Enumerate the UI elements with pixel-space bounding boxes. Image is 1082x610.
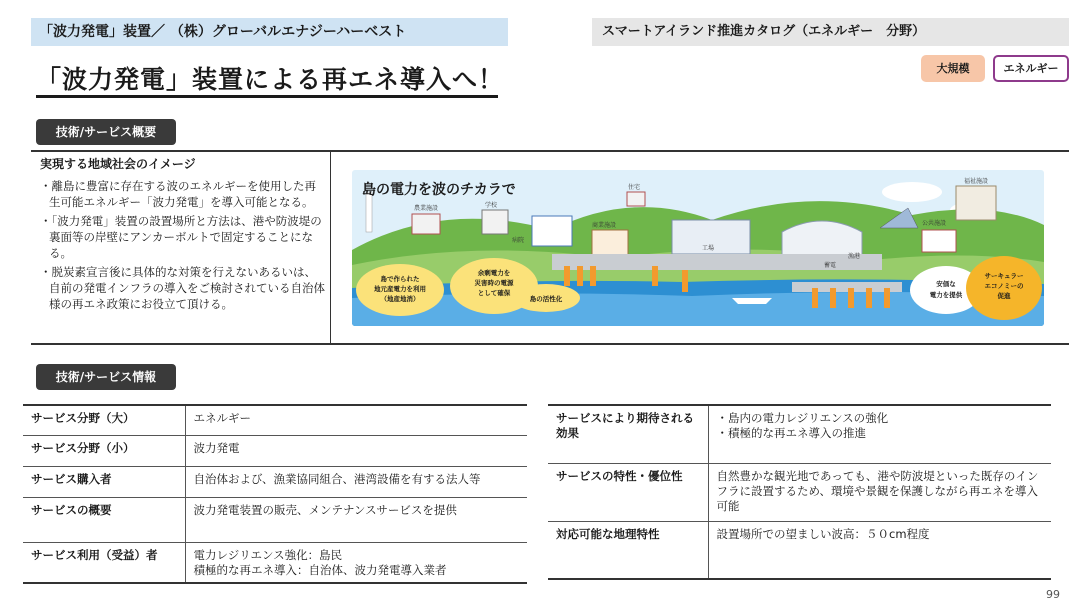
label-agri: 農業施設 [414, 205, 439, 212]
overview-section-label: 技術/サービス概要 [36, 119, 176, 145]
table-key: サービス分野（小） [23, 435, 185, 466]
overview-divider [330, 151, 331, 344]
bubble-local-power-text-3: （地産地消） [380, 295, 420, 303]
bubble-circular-text-2: エコノミーの [984, 282, 1024, 290]
label-school: 学校 [485, 202, 498, 209]
scale-tag: 大規模 [921, 55, 985, 82]
label-hospital: 病院 [512, 237, 525, 244]
hospital-building-icon [532, 216, 572, 246]
bubble-local-power-text-1: 島で作られた [380, 275, 420, 283]
island-illustration [352, 170, 1044, 326]
table-value: エネルギー [193, 411, 251, 425]
overview-bullet: ・脱炭素宣言後に具体的な対策を行えないあるいは、自前の発電インフラの導入をご検討されている自治体様の再エネ政策にお役立て頂ける。 [40, 265, 325, 311]
value-line: ・積極的な再エネ導入の推進 [716, 426, 866, 440]
bubble-cheap-text-1: 安価な [936, 280, 956, 288]
boat-icon [732, 298, 772, 304]
table-row [23, 542, 527, 583]
info-section-label: 技術/サービス情報 [36, 364, 176, 390]
bubble-cheap-text-2: 電力を提供 [929, 291, 963, 299]
table-value: 自治体および、漁業協同組合、港湾設備を有する法人等 [193, 471, 481, 486]
bubble-disaster-text-2: 災害時の電源 [474, 279, 514, 287]
overview-bullet-list [40, 178, 326, 315]
overview-bullet: ・「波力発電」装置の設置場所と方法は、港や防波堤の裏面等の岸壁にアンカーボルトで固定することになる。 [40, 214, 322, 260]
house-icon [627, 192, 645, 206]
table-row [548, 405, 1051, 463]
catalog-header: スマートアイランド推進カタログ（エネルギー 分野） [592, 18, 1069, 46]
label-port: 漁港 [848, 253, 861, 260]
overview-top-rule [31, 150, 1069, 152]
label-commercial: 商業施設 [592, 222, 617, 229]
value-line: 電力レジリエンス強化：島民 [193, 547, 343, 562]
table-key: サービスにより期待される効果 [548, 405, 708, 463]
overview-bullet: ・離島に豊富に存在する波のエネルギーを使用した再生可能エネルギー「波力発電」を導入可能となる。 [40, 179, 316, 209]
table-key: サービス利用（受益）者 [23, 542, 185, 583]
table-value: 自然豊かな観光地であっても、港や防波堤といった既存のインフラに設置するため、環境や景観を保護しながら再エネを導入可能 [716, 468, 1039, 513]
table-row [23, 405, 527, 435]
service-info-table-left [23, 404, 527, 584]
page-title: 「波力発電」装置による再エネ導入へ！ [36, 65, 505, 94]
bubble-disaster-text-1: 余剰電力を [477, 269, 511, 277]
table-key: サービスの特性・優位性 [548, 463, 708, 521]
category-tag: エネルギー [993, 55, 1069, 82]
table-value: 波力発電装置の販売、メンテナンスサービスを提供 [193, 502, 457, 517]
label-storage: 蓄電 [824, 262, 837, 269]
bubble-disaster-text-3: として確保 [477, 289, 511, 297]
table-row [548, 463, 1051, 521]
public-facility-icon [956, 186, 996, 220]
overview-bottom-rule [31, 343, 1069, 345]
bubble-revitalize-text: 島の活性化 [529, 295, 563, 303]
bubble-circular-text-3: 促進 [997, 292, 1011, 300]
page-number: 99 [1046, 588, 1060, 601]
table-value: 設置場所での望ましい波高：５０cm程度 [716, 526, 930, 541]
table-value: 波力発電 [193, 440, 240, 455]
bubble-circular-text-1: サーキュラー [984, 272, 1024, 280]
welfare-building-icon [922, 230, 956, 252]
service-info-table-right [548, 404, 1051, 580]
table-row [23, 466, 527, 497]
overview-heading: 実現する地域社会のイメージ [40, 157, 196, 171]
company-header: 「波力発電」装置／ （株）グローバルエナジーハーベスト [31, 18, 508, 46]
table-value [708, 405, 1051, 463]
table-row [548, 521, 1051, 579]
table-key: サービスの概要 [23, 497, 185, 542]
agri-building-icon [412, 214, 440, 234]
lighthouse-icon [366, 192, 372, 232]
bubble-local-power-text-2: 地元産電力を利用 [374, 285, 426, 293]
title-underline [36, 95, 498, 98]
table-value [185, 542, 527, 583]
value-line: ・島内の電力レジリエンスの強化 [716, 411, 889, 425]
table-key: サービス分野（大） [23, 405, 185, 435]
table-key: 対応可能な地理特性 [548, 521, 708, 579]
label-factory: 工場 [702, 245, 715, 252]
value-line: 積極的な再エネ導入：自治体、波力発電導入業者 [193, 562, 447, 577]
label-public: 公共施設 [922, 220, 947, 227]
illustration-title: 島の電力を波のチカラで [362, 182, 516, 198]
table-key: サービス購入者 [23, 466, 185, 497]
label-welfare: 福祉施設 [964, 178, 989, 185]
table-row [23, 435, 527, 466]
island-illustration-svg [352, 170, 1044, 326]
table-row [23, 497, 527, 542]
cloud-shape [882, 182, 942, 202]
label-house: 住宅 [628, 184, 641, 191]
school-building-icon [482, 210, 508, 234]
commercial-building-icon [592, 230, 628, 258]
